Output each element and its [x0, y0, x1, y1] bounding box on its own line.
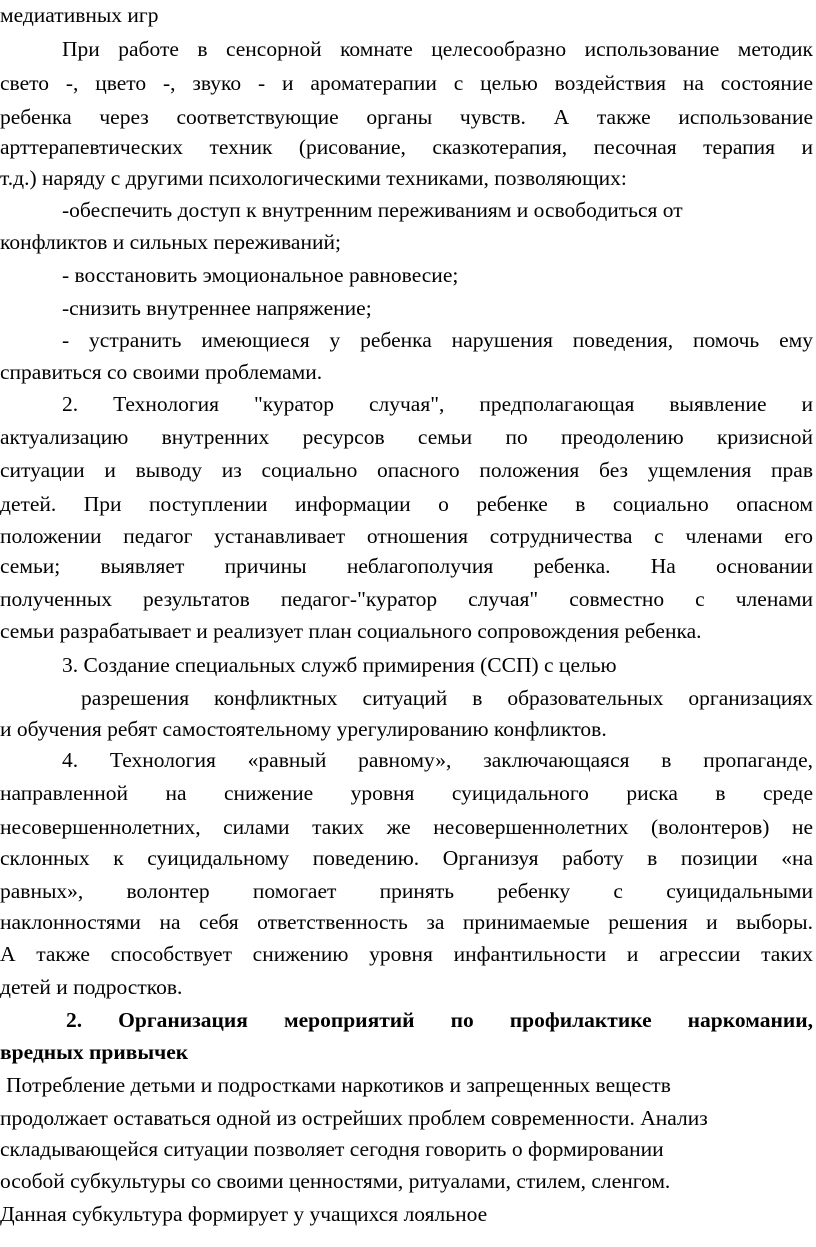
text-line: несовершеннолетних, силами таких же несовершеннолетних (волонтеров) не: [0, 815, 813, 839]
text-line: склонных к суицидальному поведению. Организуя работу в позиции «на: [0, 846, 813, 870]
section-heading: вредных привычек: [0, 1040, 189, 1064]
text-line: семьи; выявляет причины неблагополучия ребенка. На основании: [0, 554, 813, 578]
text-line: полученных результатов педагог-"куратор случая" совместно с членами: [0, 587, 813, 611]
text-line: арттерапевтических техник (рисование, сказкотерапия, песочная терапия и: [0, 135, 813, 159]
text-line: 4. Технология «равный равному», заключающаяся в пропаганде,: [62, 748, 813, 772]
text-line: ребенка через соответствующие органы чувств. А также использование: [0, 105, 813, 129]
text-line: При работе в сенсорной комнате целесообразно использование методик: [62, 37, 813, 61]
text-line: Потребление детьми и подростками наркотиков и запрещенных веществ: [6, 1073, 671, 1097]
text-line: особой субкультуры со своими ценностями, ритуалами, стилем, сленгом.: [0, 1169, 671, 1193]
text-line: медиативных игр: [0, 3, 159, 27]
text-line: свето -, цвето -, звуко - и ароматерапии с целью воздействия на состояние: [0, 71, 813, 95]
text-line: - устранить имеющиеся у ребенка нарушения поведения, помочь ему: [62, 328, 813, 352]
text-line: направленной на снижение уровня суицидального риска в среде: [0, 781, 813, 805]
text-line: 2. Технология "куратор случая", предполагающая выявление и: [62, 392, 813, 416]
text-line: наклонностями на себя ответственность за принимаемые решения и выборы.: [0, 910, 813, 934]
text-line: Данная субкультура формирует у учащихся лояльное: [0, 1202, 488, 1226]
text-line: складывающейся ситуации позволяет сегодня говорить о формировании: [0, 1137, 664, 1161]
text-line: 3. Создание специальных служб примирения (ССП) с целью: [62, 653, 617, 677]
text-line: и обучения ребят самостоятельному урегулированию конфликтов.: [0, 717, 607, 741]
text-line: т.д.) наряду с другими психологическими техниками, позволяющих:: [0, 166, 627, 190]
text-line: семьи разрабатывает и реализует план социального сопровождения ребенка.: [0, 619, 702, 643]
text-line: -снизить внутреннее напряжение;: [62, 296, 372, 320]
text-line: -обеспечить доступ к внутренним переживаниям и освободиться от: [62, 198, 683, 222]
text-line: положении педагог устанавливает отношения сотрудничества с членами его: [0, 524, 813, 548]
text-line: А также способствует снижению уровня инфантильности и агрессии таких: [0, 942, 813, 966]
text-line: конфликтов и сильных переживаний;: [0, 230, 341, 254]
text-line: детей и подростков.: [0, 975, 183, 999]
text-line: продолжает оставаться одной из острейших проблем современности. Анализ: [0, 1106, 708, 1130]
text-line: ситуации и выводу из социально опасного положения без ущемления прав: [0, 458, 813, 482]
text-line: актуализацию внутренних ресурсов семьи по преодолению кризисной: [0, 425, 813, 449]
text-line: - восстановить эмоциональное равновесие;: [62, 263, 459, 287]
text-line: разрешения конфликтных ситуаций в образовательных организациях: [81, 686, 813, 710]
text-line: равных», волонтер помогает принять ребенку с суицидальными: [0, 879, 813, 903]
section-heading: 2. Организация мероприятий по профилактике наркомании,: [66, 1008, 813, 1032]
text-line: справиться со своими проблемами.: [0, 360, 323, 384]
text-line: детей. При поступлении информации о ребенке в социально опасном: [0, 492, 813, 516]
